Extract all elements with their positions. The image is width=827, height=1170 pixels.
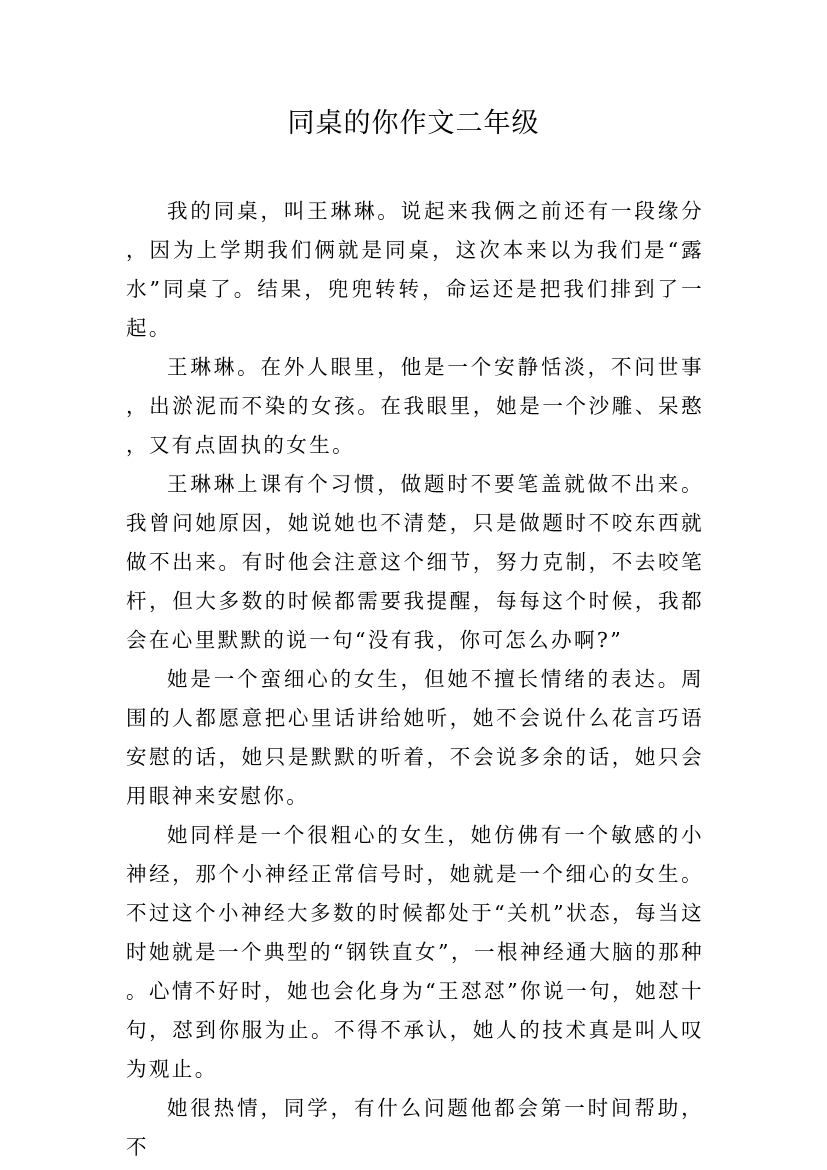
paragraph: 她是一个蛮细心的女生，但她不擅长情绪的表达。周围的人都愿意把心里话讲给她听，她不会说什么花言巧语安慰的话，她只是默默的听着，不会说多余的话，她只会用眼神来安慰你。 xyxy=(126,667,704,808)
paragraph: 她很热情，同学，有什么问题他都会第一时间帮助，不 xyxy=(126,1096,704,1159)
paragraph: 王琳琳上课有个习惯，做题时不要笔盖就做不出来。我曾问她原因，她说她也不清楚，只是做题时不咬东西就做不出来。有时他会注意这个细节，努力克制，不去咬笔杆，但大多数的时候都需要我提醒，每每这个时候，我都会在心里默默的说一句“没有我，你可怎么办啊?” xyxy=(126,472,704,652)
paragraph: 我的同桌，叫王琳琳。说起来我俩之前还有一段缘分，因为上学期我们俩就是同桌，这次本来以为我们是“露水”同桌了。结果，兜兜转转，命运还是把我们排到了一起。 xyxy=(126,199,704,340)
paragraph: 她同样是一个很粗心的女生，她仿佛有一个敏感的小神经，那个小神经正常信号时，她就是一个细心的女生。不过这个小神经大多数的时候都处于“关机”状态，每当这时她就是一个典型的“钢铁直女”，一根神经通大脑的那种。心情不好时，她也会化身为“王怼怼”你说一句，她怼十句，怼到你服为止。不得不承认，她人的技术真是叫人叹为观止。 xyxy=(126,823,704,1081)
paragraph: 王琳琳。在外人眼里，他是一个安静恬淡，不问世事，出淤泥而不染的女孩。在我眼里，她是一个沙雕、呆憨，又有点固执的女生。 xyxy=(126,355,704,457)
document-title: 同桌的你作文二年级 xyxy=(287,108,540,139)
document-body xyxy=(126,192,704,1167)
